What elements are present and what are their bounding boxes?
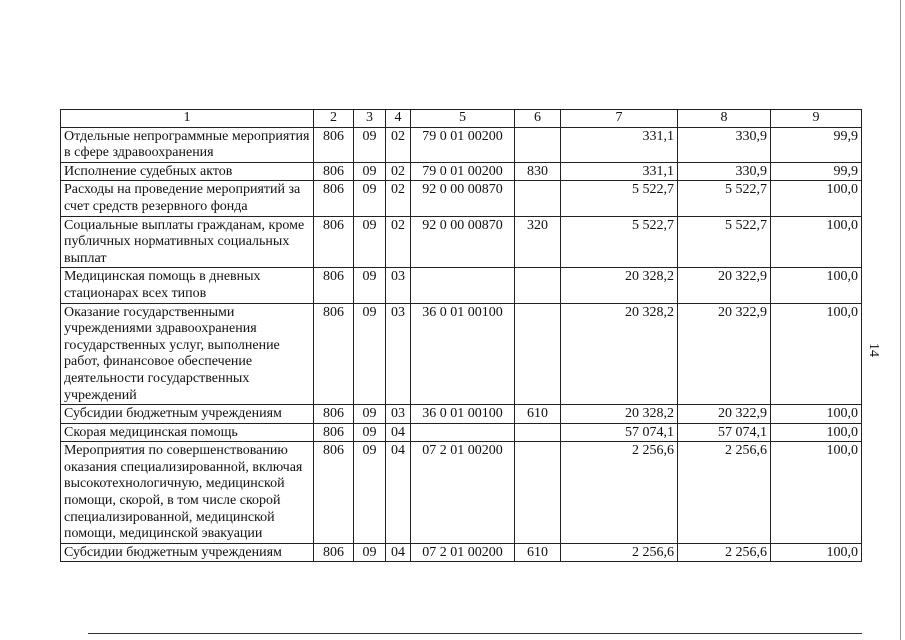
table-row: [61, 268, 862, 303]
row-target: 79 0 01 00200: [411, 127, 515, 162]
row-code: 806: [314, 423, 354, 442]
row-name: Исполнение судебных актов: [61, 162, 314, 181]
table-row: [61, 216, 862, 268]
row-percent: 100,0: [771, 442, 862, 544]
row-section: 09: [354, 442, 386, 544]
row-subsection: 04: [386, 543, 411, 562]
row-expense-type: [515, 127, 561, 162]
row-fact: 5 522,7: [678, 216, 771, 268]
row-section: 09: [354, 181, 386, 216]
row-section: 09: [354, 268, 386, 303]
row-expense-type: 830: [515, 162, 561, 181]
column-number-row: [61, 110, 862, 128]
row-target: 92 0 00 00870: [411, 181, 515, 216]
row-plan: 5 522,7: [561, 181, 678, 216]
table-row: [61, 423, 862, 442]
row-subsection: 02: [386, 216, 411, 268]
row-name: Медицинская помощь в дневных стационарах всех типов: [61, 268, 314, 303]
table-row: [61, 303, 862, 405]
row-subsection: 02: [386, 127, 411, 162]
row-subsection: 02: [386, 162, 411, 181]
row-name: Социальные выплаты гражданам, кроме публичных нормативных социальных выплат: [61, 216, 314, 268]
column-number: 7: [561, 110, 678, 128]
column-number: 2: [314, 110, 354, 128]
row-plan: 331,1: [561, 162, 678, 181]
column-number: 1: [61, 110, 314, 128]
column-number: 5: [411, 110, 515, 128]
row-name: Расходы на проведение мероприятий за счет средств резервного фонда: [61, 181, 314, 216]
row-subsection: 03: [386, 303, 411, 405]
column-number: 8: [678, 110, 771, 128]
row-subsection: 03: [386, 405, 411, 424]
row-fact: 5 522,7: [678, 181, 771, 216]
row-fact: 2 256,6: [678, 543, 771, 562]
row-percent: 100,0: [771, 543, 862, 562]
row-subsection: 04: [386, 423, 411, 442]
row-expense-type: 320: [515, 216, 561, 268]
row-name: Отдельные непрограммные мероприятия в сфере здравоохранения: [61, 127, 314, 162]
table-row: [61, 162, 862, 181]
row-section: 09: [354, 543, 386, 562]
row-section: 09: [354, 303, 386, 405]
row-section: 09: [354, 162, 386, 181]
row-expense-type: [515, 303, 561, 405]
row-fact: 20 322,9: [678, 303, 771, 405]
row-expense-type: 610: [515, 543, 561, 562]
row-plan: 2 256,6: [561, 442, 678, 544]
row-fact: 2 256,6: [678, 442, 771, 544]
row-target: 07 2 01 00200: [411, 442, 515, 544]
row-subsection: 03: [386, 268, 411, 303]
row-code: 806: [314, 216, 354, 268]
row-name: Мероприятия по совершенствованию оказания специализированной, включая высокотехнологичную, медицинской помощи, скорой, в том числе скорой специализированной, медицинской помощи, медицинской эвакуации: [61, 442, 314, 544]
row-code: 806: [314, 303, 354, 405]
row-code: 806: [314, 162, 354, 181]
row-expense-type: [515, 423, 561, 442]
row-plan: 20 328,2: [561, 268, 678, 303]
row-fact: 330,9: [678, 127, 771, 162]
row-fact: 57 074,1: [678, 423, 771, 442]
column-number: 9: [771, 110, 862, 128]
footer-rule: [88, 633, 862, 634]
table-row: [61, 181, 862, 216]
row-percent: 100,0: [771, 405, 862, 424]
row-section: 09: [354, 405, 386, 424]
row-code: 806: [314, 543, 354, 562]
row-target: 07 2 01 00200: [411, 543, 515, 562]
row-section: 09: [354, 423, 386, 442]
row-target: 36 0 01 00100: [411, 405, 515, 424]
row-fact: 330,9: [678, 162, 771, 181]
row-code: 806: [314, 442, 354, 544]
column-number: 3: [354, 110, 386, 128]
row-target: 92 0 00 00870: [411, 216, 515, 268]
row-name: Скорая медицинская помощь: [61, 423, 314, 442]
row-fact: 20 322,9: [678, 268, 771, 303]
row-expense-type: 610: [515, 405, 561, 424]
row-target: 36 0 01 00100: [411, 303, 515, 405]
table-row: [61, 405, 862, 424]
page-edge-line: [900, 0, 901, 640]
row-percent: 100,0: [771, 268, 862, 303]
row-name: Субсидии бюджетным учреждениям: [61, 543, 314, 562]
row-name: Субсидии бюджетным учреждениям: [61, 405, 314, 424]
row-plan: 331,1: [561, 127, 678, 162]
row-fact: 20 322,9: [678, 405, 771, 424]
table-row: [61, 543, 862, 562]
column-number: 4: [386, 110, 411, 128]
row-code: 806: [314, 181, 354, 216]
row-target: [411, 268, 515, 303]
row-percent: 100,0: [771, 303, 862, 405]
row-name: Оказание государственными учреждениями здравоохранения государственных услуг, выполнение работ, финансовое обеспечение деятельности государственных учреждений: [61, 303, 314, 405]
row-percent: 100,0: [771, 181, 862, 216]
row-plan: 5 522,7: [561, 216, 678, 268]
row-section: 09: [354, 127, 386, 162]
row-section: 09: [354, 216, 386, 268]
table-row: [61, 127, 862, 162]
row-expense-type: [515, 181, 561, 216]
row-percent: 100,0: [771, 423, 862, 442]
row-expense-type: [515, 442, 561, 544]
row-plan: 20 328,2: [561, 303, 678, 405]
row-plan: 20 328,2: [561, 405, 678, 424]
row-subsection: 04: [386, 442, 411, 544]
page-number: 14: [866, 343, 881, 357]
row-percent: 100,0: [771, 216, 862, 268]
row-percent: 99,9: [771, 162, 862, 181]
row-code: 806: [314, 268, 354, 303]
budget-table: [60, 109, 862, 562]
row-expense-type: [515, 268, 561, 303]
row-code: 806: [314, 405, 354, 424]
table-row: [61, 442, 862, 544]
row-percent: 99,9: [771, 127, 862, 162]
column-number: 6: [515, 110, 561, 128]
row-target: 79 0 01 00200: [411, 162, 515, 181]
row-plan: 2 256,6: [561, 543, 678, 562]
row-subsection: 02: [386, 181, 411, 216]
row-plan: 57 074,1: [561, 423, 678, 442]
row-target: [411, 423, 515, 442]
row-code: 806: [314, 127, 354, 162]
